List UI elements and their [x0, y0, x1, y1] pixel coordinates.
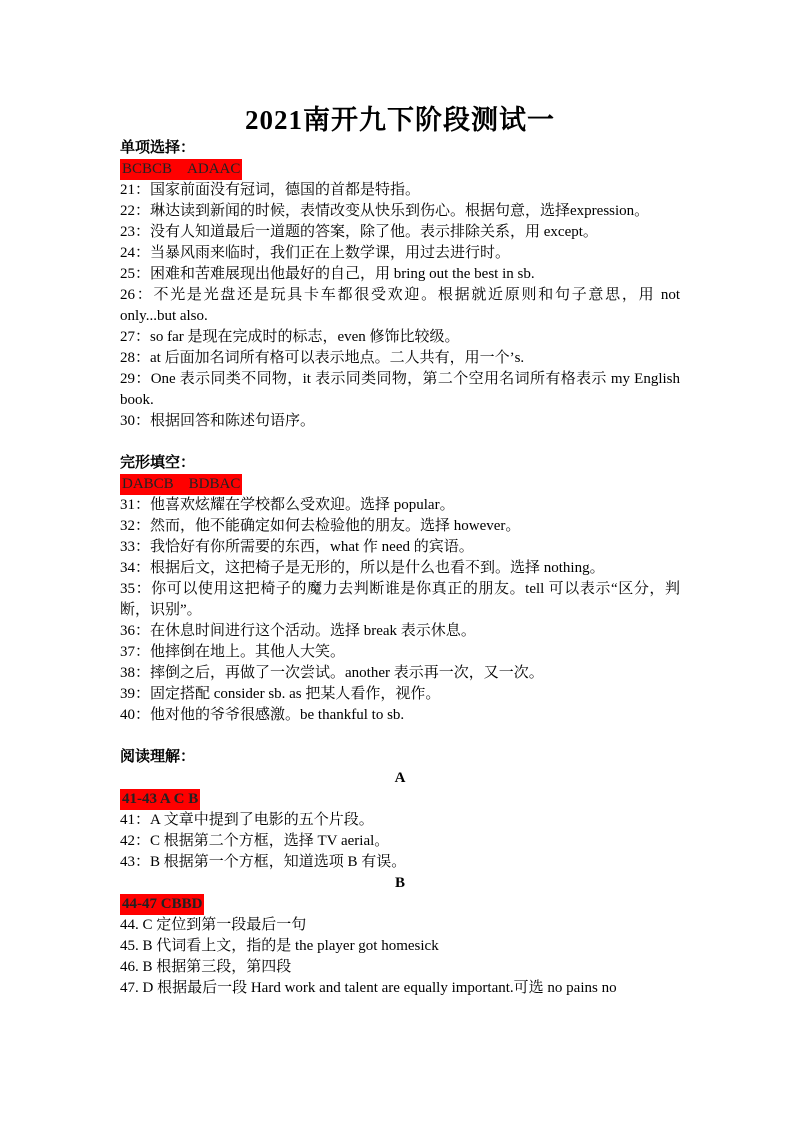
spacer — [120, 432, 680, 453]
explanation-line: 47. D 根据最后一段 Hard work and talent are equally important.可选 no pains no — [120, 980, 617, 996]
explanation-line: 43：B 根据第一个方框，知道选项 B 有误。 — [120, 854, 407, 870]
explanation-line: 42：C 根据第二个方框，选择 TV aerial。 — [120, 833, 390, 849]
answer-key-part-b: 44-47 CBBD — [120, 894, 204, 915]
explanation-line: 45. B 代词看上文，指的是 the player got homesick — [120, 938, 439, 954]
answer-key-single-choice: BCBCB ADAAC — [120, 159, 242, 180]
explanation-line: 41：A 文章中提到了电影的五个片段。 — [120, 812, 374, 828]
explanation-line: 44. C 定位到第一段最后一句 — [120, 917, 307, 933]
section-heading-cloze: 完形填空： — [120, 455, 196, 471]
spacer — [120, 726, 680, 747]
explanation-line: 46. B 根据第三段，第四段 — [120, 959, 292, 975]
explanation-line: 28：at 后面加名词所有格可以表示地点。二人共有，用一个’s. — [120, 350, 525, 366]
explanation-line: 32：然而，他不能确定如何去检验他的朋友。选择 however。 — [120, 518, 521, 534]
section-heading-single-choice: 单项选择： — [120, 140, 196, 156]
part-label-b: B — [394, 875, 405, 891]
explanation-line: 37：他摔倒在地上。其他人大笑。 — [120, 644, 346, 660]
answer-key-part-a: 41-43 A C B — [120, 789, 200, 810]
page-title: 2021南开九下阶段测试一 — [245, 105, 555, 135]
explanation-line: 27：so far 是现在完成时的标志，even 修饰比较级。 — [120, 329, 460, 345]
explanation-line: 21：国家前面没有冠词，德国的首都是特指。 — [120, 182, 421, 198]
explanation-line: 39：固定搭配 consider sb. as 把某人看作，视作。 — [120, 686, 441, 702]
explanation-line: 31：他喜欢炫耀在学校都么受欢迎。选择 popular。 — [120, 497, 455, 513]
explanation-line: 35：你可以使用这把椅子的魔力去判断谁是你真正的朋友。tell 可以表示“区分，判断，识别”。 — [120, 581, 680, 618]
document-body — [120, 138, 680, 999]
explanation-line: 25：困难和苦难展现出他最好的自己，用 bring out the best in sb. — [120, 266, 535, 282]
explanation-line: 38：摔倒之后，再做了一次尝试。another 表示再一次，又一次。 — [120, 665, 544, 681]
explanation-line: 34：根据后文，这把椅子是无形的，所以是什么也看不到。选择 nothing。 — [120, 560, 605, 576]
explanation-line: 29：One 表示同类不同物，it 表示同类同物，第二个空用名词所有格表示 my English book. — [120, 371, 680, 408]
part-label-a: A — [394, 770, 406, 786]
explanation-line: 26：不光是光盘还是玩具卡车都很受欢迎。根据就近原则和句子意思，用 not only...but also. — [120, 287, 680, 324]
explanation-line: 40：他对他的爷爷很感激。be thankful to sb. — [120, 707, 405, 723]
answer-key-cloze: DABCB BDBAC — [120, 474, 242, 495]
explanation-line: 36：在休息时间进行这个活动。选择 break 表示休息。 — [120, 623, 476, 639]
explanation-line: 30：根据回答和陈述句语序。 — [120, 413, 316, 429]
explanation-line: 23：没有人知道最后一道题的答案，除了他。表示排除关系，用 except。 — [120, 224, 598, 240]
explanation-line: 33：我恰好有你所需要的东西，what 作 need 的宾语。 — [120, 539, 474, 555]
explanation-line: 24：当暴风雨来临时，我们正在上数学课，用过去进行时。 — [120, 245, 511, 261]
explanation-line: 22：琳达读到新闻的时候，表情改变从快乐到伤心。根据句意，选择expression。 — [120, 203, 650, 219]
section-heading-reading: 阅读理解： — [120, 749, 196, 765]
